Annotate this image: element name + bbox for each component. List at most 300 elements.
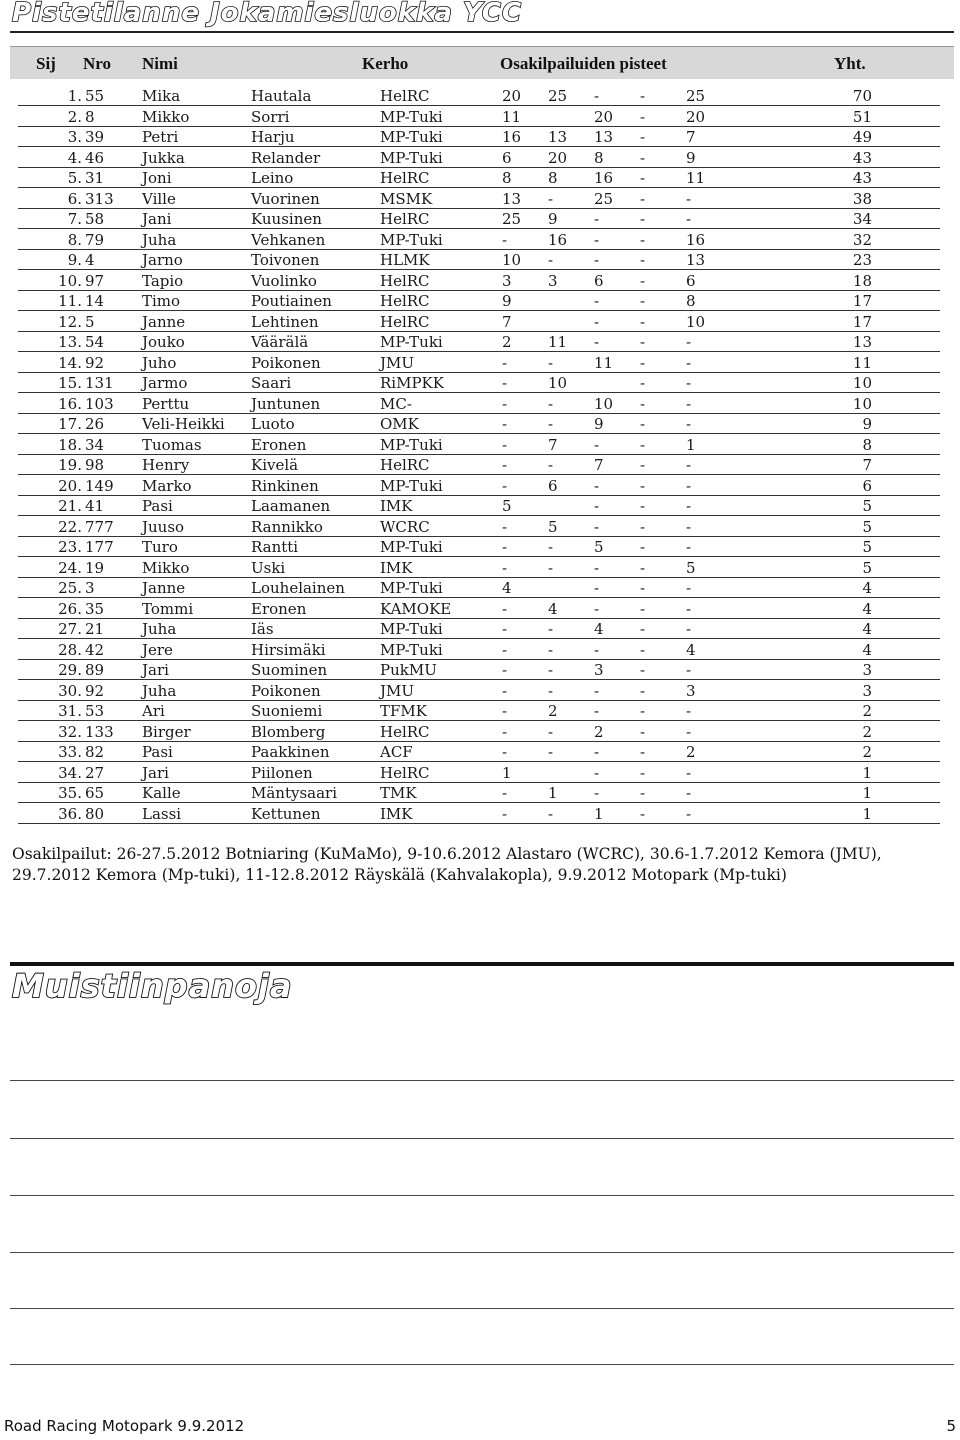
points-cell: 9 [502, 292, 512, 310]
points-cell: - [640, 599, 646, 618]
first-name-cell: Janne [142, 579, 186, 597]
points-cell: - [686, 763, 692, 782]
last-name-cell: Hirsimäki [251, 640, 326, 659]
first-name-cell: Turo [142, 538, 178, 556]
points-cell: 13 [686, 251, 706, 269]
rank-cell: 12. [58, 312, 82, 331]
page-title: Pistetilanne Jokamiesluokka YCC [12, 0, 523, 28]
club-cell: IMK [380, 497, 413, 515]
first-name-cell: Juha [142, 620, 177, 638]
club-cell: HelRC [380, 169, 430, 187]
first-name-cell: Tommi [142, 599, 194, 618]
first-name-cell: Jere [142, 640, 173, 659]
points-cell: 11 [502, 107, 522, 126]
points-cell: 1 [594, 804, 604, 823]
total-cell: 5 [862, 497, 872, 515]
last-name-cell: Lehtinen [251, 312, 319, 331]
points-cell: - [502, 640, 508, 659]
table-row [0, 742, 960, 763]
rank-cell: 21. [58, 497, 82, 515]
total-cell: 17 [852, 292, 872, 310]
first-name-cell: Jarno [142, 251, 183, 269]
first-name-cell: Juha [142, 681, 177, 700]
number-cell: 65 [85, 784, 105, 802]
points-cell: - [640, 497, 646, 515]
points-cell: - [548, 661, 554, 679]
points-cell: - [686, 722, 692, 741]
club-cell: MP-Tuki [380, 107, 443, 126]
header-nimi: Nimi [142, 54, 178, 73]
club-cell: MP-Tuki [380, 620, 443, 638]
total-cell: 7 [862, 456, 872, 474]
total-cell: 1 [862, 784, 872, 802]
points-cell: - [640, 558, 646, 577]
club-cell: ACF [380, 743, 413, 761]
points-cell: - [594, 87, 600, 105]
number-cell: 3 [85, 579, 95, 597]
points-cell: - [548, 743, 554, 761]
points-cell: 5 [548, 517, 558, 536]
points-cell: - [640, 456, 646, 474]
table-row [0, 722, 960, 743]
first-name-cell: Marko [142, 476, 192, 495]
number-cell: 177 [85, 538, 114, 556]
total-cell: 5 [862, 538, 872, 556]
points-cell: 11 [594, 353, 614, 372]
points-cell: - [640, 435, 646, 454]
club-cell: MP-Tuki [380, 230, 443, 249]
points-cell: - [594, 435, 600, 454]
last-name-cell: Luoto [251, 415, 295, 433]
points-cell: - [640, 189, 646, 208]
number-cell: 89 [85, 661, 105, 679]
rank-cell: 26. [58, 599, 82, 618]
points-cell: 6 [548, 476, 558, 495]
table-row [0, 168, 960, 189]
points-cell: - [502, 620, 508, 638]
points-cell: 5 [594, 538, 604, 556]
points-cell: 6 [594, 271, 604, 290]
rank-cell: 29. [58, 661, 82, 679]
points-cell: 3 [686, 681, 696, 700]
header-kerho: Kerho [362, 54, 409, 73]
points-cell: 2 [686, 743, 696, 761]
total-cell: 1 [862, 763, 872, 782]
points-cell: - [548, 394, 554, 413]
number-cell: 42 [85, 640, 105, 659]
points-cell: 2 [548, 702, 558, 720]
total-cell: 18 [852, 271, 872, 290]
club-cell: WCRC [380, 517, 430, 536]
rank-cell: 6. [67, 189, 82, 208]
club-cell: MP-Tuki [380, 128, 443, 146]
table-row [0, 394, 960, 415]
points-cell: 2 [594, 722, 604, 741]
points-cell: - [640, 353, 646, 372]
total-cell: 2 [862, 722, 872, 741]
last-name-cell: Suominen [251, 661, 328, 679]
rank-cell: 32. [58, 722, 82, 741]
points-cell: - [502, 558, 508, 577]
points-cell: - [686, 661, 692, 679]
note-line [10, 1138, 954, 1139]
points-cell: - [686, 456, 692, 474]
total-cell: 32 [852, 230, 872, 249]
points-cell: - [594, 230, 600, 249]
last-name-cell: Poikonen [251, 353, 321, 372]
total-cell: 8 [862, 435, 872, 454]
last-name-cell: Leino [251, 169, 294, 187]
rank-cell: 15. [58, 374, 82, 392]
points-cell: 25 [594, 189, 614, 208]
rank-cell: 1. [67, 87, 82, 105]
total-cell: 2 [862, 702, 872, 720]
points-cell: 13 [548, 128, 568, 146]
points-cell: 11 [686, 169, 706, 187]
note-line [10, 1308, 954, 1309]
number-cell: 79 [85, 230, 105, 249]
points-cell: 20 [686, 107, 706, 126]
points-cell: - [502, 415, 508, 433]
last-name-cell: Mäntysaari [251, 784, 338, 802]
points-cell: - [548, 620, 554, 638]
points-cell: - [502, 517, 508, 536]
last-name-cell: Uski [251, 558, 286, 577]
points-cell: - [686, 620, 692, 638]
points-cell: - [548, 415, 554, 433]
header-nro: Nro [83, 54, 112, 73]
table-row [0, 537, 960, 558]
rank-cell: 7. [67, 210, 82, 228]
points-cell: 5 [502, 497, 512, 515]
total-cell: 4 [862, 599, 872, 618]
total-cell: 10 [852, 394, 872, 413]
points-cell: - [548, 353, 554, 372]
number-cell: 97 [85, 271, 105, 290]
points-cell: - [686, 517, 692, 536]
club-cell: OMK [380, 415, 419, 433]
first-name-cell: Ari [142, 702, 165, 720]
points-cell: - [640, 333, 646, 351]
points-cell: - [640, 722, 646, 741]
number-cell: 92 [85, 681, 105, 700]
points-cell: - [640, 148, 646, 167]
table-row [0, 558, 960, 579]
last-name-cell: Saari [251, 374, 292, 392]
rank-cell: 34. [58, 763, 82, 782]
points-cell: 11 [548, 333, 568, 351]
last-name-cell: Vehkanen [251, 230, 326, 249]
club-cell: HelRC [380, 292, 430, 310]
number-cell: 149 [85, 476, 114, 495]
table-row [0, 783, 960, 804]
first-name-cell: Mikko [142, 558, 190, 577]
total-cell: 43 [852, 169, 872, 187]
number-cell: 8 [85, 107, 95, 126]
total-cell: 23 [852, 251, 872, 269]
club-cell: MP-Tuki [380, 148, 443, 167]
points-cell: - [594, 640, 600, 659]
table-row [0, 353, 960, 374]
points-cell: - [686, 394, 692, 413]
club-cell: HelRC [380, 210, 430, 228]
points-cell: 4 [686, 640, 696, 659]
points-cell: - [594, 558, 600, 577]
points-cell: - [502, 435, 508, 454]
first-name-cell: Pasi [142, 497, 173, 515]
points-cell: 3 [594, 661, 604, 679]
number-cell: 55 [85, 87, 105, 105]
points-cell: - [548, 189, 554, 208]
last-name-cell: Rantti [251, 538, 299, 556]
rank-cell: 19. [58, 456, 82, 474]
last-name-cell: Kuusinen [251, 210, 322, 228]
number-cell: 80 [85, 804, 105, 823]
header-osakilpailut: Osakilpailuiden pisteet [500, 54, 667, 73]
total-cell: 4 [862, 640, 872, 659]
table-row [0, 455, 960, 476]
points-cell: - [686, 374, 692, 392]
points-cell: - [640, 702, 646, 720]
rank-cell: 33. [58, 743, 82, 761]
rank-cell: 30. [58, 681, 82, 700]
points-cell: 8 [502, 169, 512, 187]
club-cell: IMK [380, 804, 413, 823]
points-cell: - [640, 620, 646, 638]
first-name-cell: Jari [142, 763, 169, 782]
last-name-cell: Sorri [251, 107, 290, 126]
number-cell: 31 [85, 169, 105, 187]
first-name-cell: Janne [142, 312, 186, 331]
points-cell: 8 [594, 148, 604, 167]
table-row [0, 148, 960, 169]
last-name-cell: Louhelainen [251, 579, 345, 597]
table-row [0, 599, 960, 620]
last-name-cell: Vuolinko [251, 271, 317, 290]
last-name-cell: Poikonen [251, 681, 321, 700]
number-cell: 35 [85, 599, 105, 618]
points-cell: 25 [686, 87, 706, 105]
table-row [0, 701, 960, 722]
points-cell: 6 [686, 271, 696, 290]
last-name-cell: Paakkinen [251, 743, 330, 761]
total-cell: 49 [852, 128, 872, 146]
points-cell: - [640, 87, 646, 105]
first-name-cell: Juha [142, 230, 177, 249]
first-name-cell: Juuso [142, 517, 185, 536]
total-cell: 51 [852, 107, 872, 126]
first-name-cell: Jani [142, 210, 172, 228]
table-row [0, 640, 960, 661]
points-cell: - [548, 456, 554, 474]
points-cell: 5 [686, 558, 696, 577]
points-cell: - [640, 415, 646, 433]
table-row [0, 250, 960, 271]
points-cell: - [686, 579, 692, 597]
points-cell: - [502, 702, 508, 720]
points-cell: 1 [548, 784, 558, 802]
rank-cell: 25. [58, 579, 82, 597]
last-name-cell: Vuorinen [251, 189, 320, 208]
points-cell: - [502, 230, 508, 249]
points-cell: - [640, 271, 646, 290]
total-cell: 5 [862, 558, 872, 577]
club-cell: MP-Tuki [380, 435, 443, 454]
club-cell: MSMK [380, 189, 433, 208]
table-row [0, 373, 960, 394]
first-name-cell: Tuomas [142, 435, 202, 454]
number-cell: 39 [85, 128, 105, 146]
points-cell: 16 [594, 169, 614, 187]
points-cell: - [640, 804, 646, 823]
points-cell: 16 [686, 230, 706, 249]
rank-cell: 4. [67, 148, 82, 167]
points-cell: - [640, 394, 646, 413]
club-cell: IMK [380, 558, 413, 577]
footnote: Osakilpailut: 26-27.5.2012 Botniaring (KuMaMo), 9-10.6.2012 Alastaro (WCRC), 30.6-1.7.2012 Kemora (JMU), 29.7.2012 Kemora (Mp-tuki), 11-12.8.2012 Räyskälä (Kahvalakopla), 9.9.2012 Motopark (Mp-tuki) [12, 845, 882, 884]
first-name-cell: Ville [142, 189, 176, 208]
points-cell: 4 [502, 579, 512, 597]
table-row [0, 660, 960, 681]
first-name-cell: Lassi [142, 804, 182, 823]
rank-cell: 5. [67, 169, 82, 187]
rank-cell: 28. [58, 640, 82, 659]
last-name-cell: Juntunen [251, 394, 321, 413]
points-cell: - [502, 681, 508, 700]
points-cell: - [502, 476, 508, 495]
total-cell: 3 [862, 661, 872, 679]
points-cell: - [640, 107, 646, 126]
last-name-cell: Piilonen [251, 763, 313, 782]
points-cell: - [502, 784, 508, 802]
table-row [0, 312, 960, 333]
number-cell: 46 [85, 148, 105, 167]
total-cell: 43 [852, 148, 872, 167]
points-cell: 9 [594, 415, 604, 433]
number-cell: 131 [85, 374, 114, 392]
number-cell: 4 [85, 251, 95, 269]
table-row [0, 271, 960, 292]
number-cell: 14 [85, 292, 105, 310]
points-cell: - [548, 538, 554, 556]
points-cell: 6 [502, 148, 512, 167]
points-cell: - [502, 661, 508, 679]
number-cell: 82 [85, 743, 105, 761]
points-cell: - [640, 681, 646, 700]
rank-cell: 2. [67, 107, 82, 126]
points-cell: - [548, 558, 554, 577]
points-cell: - [594, 251, 600, 269]
points-cell: - [686, 599, 692, 618]
points-cell: - [640, 579, 646, 597]
points-cell: - [502, 374, 508, 392]
club-cell: MP-Tuki [380, 333, 443, 351]
points-cell: 7 [502, 312, 512, 331]
last-name-cell: Toivonen [251, 251, 320, 269]
first-name-cell: Jouko [142, 333, 185, 351]
points-cell: - [640, 374, 646, 392]
points-cell: 16 [502, 128, 522, 146]
header-yht: Yht. [834, 54, 866, 73]
total-cell: 11 [852, 353, 872, 372]
club-cell: MP-Tuki [380, 476, 443, 495]
first-name-cell: Henry [142, 456, 190, 474]
last-name-cell: Relander [251, 148, 321, 167]
points-cell: 4 [548, 599, 558, 618]
points-cell: - [686, 189, 692, 208]
first-name-cell: Veli-Heikki [142, 415, 225, 433]
total-cell: 3 [862, 681, 872, 700]
first-name-cell: Birger [142, 722, 191, 741]
club-cell: MC- [380, 394, 412, 413]
number-cell: 103 [85, 394, 114, 413]
last-name-cell: Harju [251, 128, 295, 146]
points-cell: - [502, 804, 508, 823]
points-cell: - [640, 210, 646, 228]
club-cell: HelRC [380, 312, 430, 331]
number-cell: 27 [85, 763, 105, 782]
points-cell: - [594, 579, 600, 597]
row-underline [18, 823, 940, 824]
points-cell: - [594, 743, 600, 761]
number-cell: 58 [85, 210, 105, 228]
points-cell: - [548, 251, 554, 269]
points-cell: - [686, 784, 692, 802]
points-cell: 10 [594, 394, 614, 413]
points-cell: - [594, 476, 600, 495]
points-cell: 25 [548, 87, 568, 105]
first-name-cell: Pasi [142, 743, 173, 761]
points-cell: 20 [502, 87, 522, 105]
number-cell: 5 [85, 312, 95, 331]
rank-cell: 8. [67, 230, 82, 249]
points-cell: - [640, 312, 646, 331]
first-name-cell: Kalle [142, 784, 181, 802]
table-row [0, 291, 960, 312]
number-cell: 41 [85, 497, 105, 515]
table-row [0, 435, 960, 456]
total-cell: 13 [852, 333, 872, 351]
number-cell: 54 [85, 333, 105, 351]
points-cell: - [594, 702, 600, 720]
points-cell: 10 [686, 312, 706, 331]
points-cell: 10 [502, 251, 522, 269]
table-row [0, 578, 960, 599]
header-sij: Sij [36, 54, 56, 73]
first-name-cell: Perttu [142, 394, 190, 413]
points-cell: 25 [502, 210, 522, 228]
table-row [0, 414, 960, 435]
table-row [0, 476, 960, 497]
last-name-cell: Rinkinen [251, 476, 319, 495]
first-name-cell: Mikko [142, 107, 190, 126]
points-cell: - [686, 702, 692, 720]
points-cell: - [594, 210, 600, 228]
points-cell: - [640, 743, 646, 761]
first-name-cell: Jukka [142, 148, 185, 167]
club-cell: HLMK [380, 251, 430, 269]
points-cell: 7 [594, 456, 604, 474]
table-row [0, 209, 960, 230]
rank-cell: 9. [67, 251, 82, 269]
total-cell: 5 [862, 517, 872, 536]
points-cell: 10 [548, 374, 568, 392]
club-cell: HelRC [380, 456, 430, 474]
number-cell: 19 [85, 558, 105, 577]
first-name-cell: Jarmo [142, 374, 188, 392]
points-cell: 9 [548, 210, 558, 228]
points-cell: - [502, 599, 508, 618]
